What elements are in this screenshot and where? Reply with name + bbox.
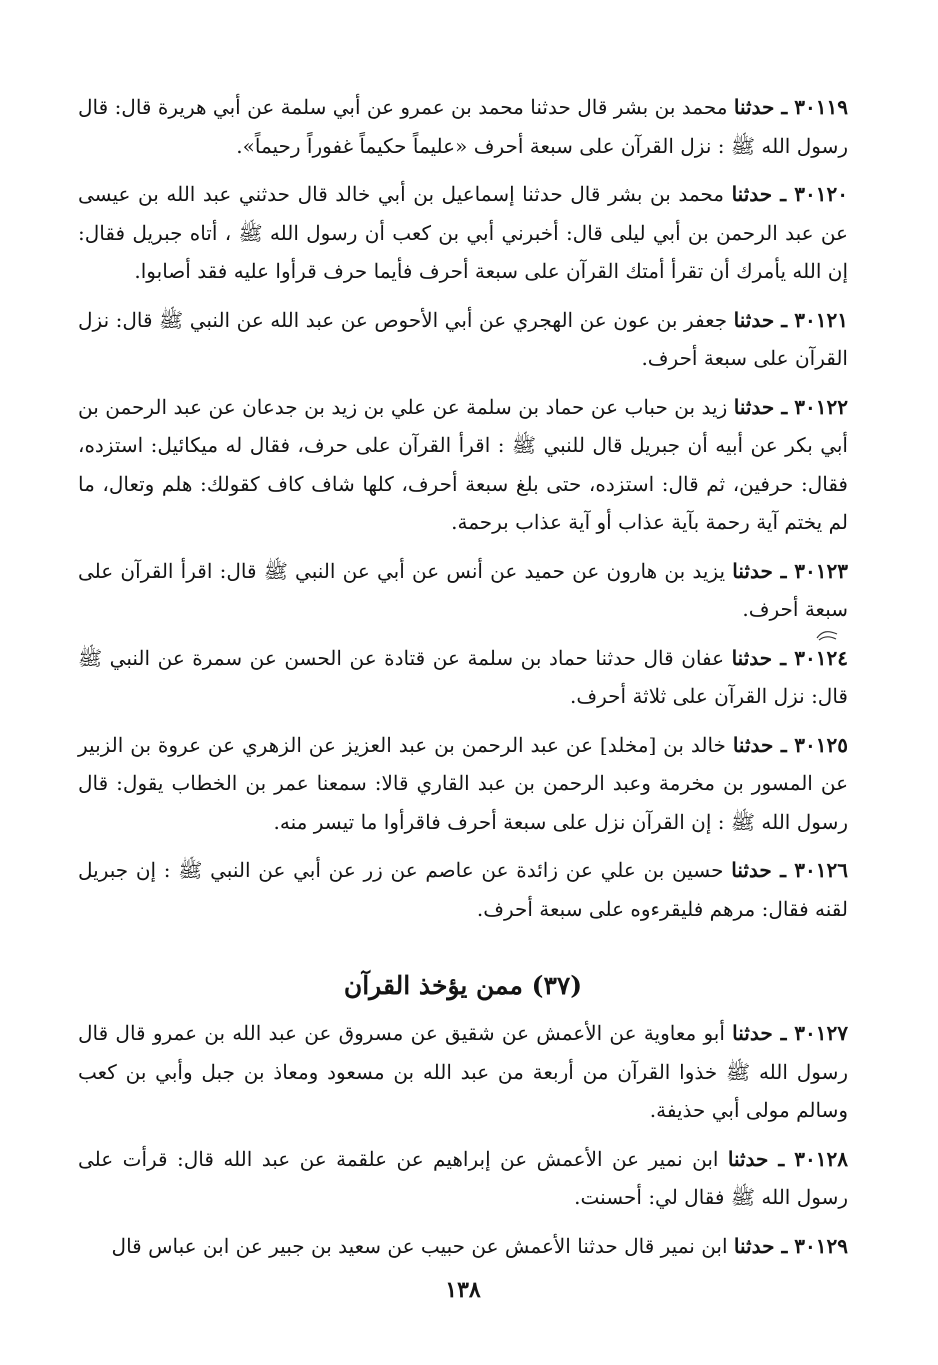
hadith-30120: [78, 175, 848, 291]
hadith-30126: [78, 851, 848, 928]
hadith-number: ٣٠١١٩: [794, 95, 848, 119]
hadith-lead-word: حدثنا: [731, 645, 773, 670]
hadith-number: ٣٠١٢١: [794, 307, 848, 332]
hadith-number: ٣٠١٢٦: [794, 858, 848, 882]
hadith-lead-word: حدثنا: [733, 307, 775, 332]
hadith-text: محمد بن بشر قال حدثنا إسماعيل بن أبي خالد قال حدثني عبد الله بن عيسى عن عبد الرحمن بن أبي ليلى قال: أخبرني أبي بن كعب أن رسول الله ﷺ ، أتاه جبريل فقال: إن الله يأمرك أن تقرأ أمتك القرآن على سبعة أحرف فأيما حرف قرأوا عليه فقد أصابوا.: [78, 182, 848, 283]
hadith-number: ٣٠١٢٧: [794, 1021, 848, 1045]
hadith-separator: ـ: [774, 1233, 795, 1258]
book-page: [78, 88, 848, 1305]
hadith-lead-word: حدثنا: [732, 558, 773, 583]
hadith-number: ٣٠١٢٤: [794, 645, 848, 670]
hadith-number: ٣٠١٢٣: [794, 558, 848, 583]
hadith-lead-word: حدثنا: [732, 1021, 773, 1045]
hadith-text: أبو معاوية عن الأعمش عن شقيق عن مسروق عن عبد الله بن عمرو قال قال رسول الله ﷺ خذوا القرآن من أربعة من عبد الله بن مسعود ومعاذ بن جبل وأبي بن كعب وسالم مولى أبي حذيفة.: [78, 1021, 848, 1122]
hadith-separator: ـ: [771, 858, 795, 882]
hadith-lead-word: حدثنا: [733, 1233, 775, 1258]
hadith-30129: [78, 1227, 848, 1266]
hadith-number: ٣٠١٢٨: [794, 1146, 848, 1171]
hadith-separator: ـ: [774, 307, 795, 332]
hadith-lead-word: حدثنا: [731, 182, 773, 206]
hadith-lead-word: حدثنا: [727, 1146, 769, 1171]
hadith-separator: ـ: [772, 645, 795, 670]
hadith-number: ٣٠١٢٩: [794, 1233, 848, 1258]
chapter-heading: (٣٧) ممن يؤخذ القرآن: [343, 971, 583, 1000]
hadith-text: حسين بن علي عن زائدة عن عاصم عن زر عن أبي عن النبي ﷺ : إن جبريل لقنه فقال: مرهم فليقرءوه على سبعة أحرف.: [78, 858, 848, 921]
hadith-separator: ـ: [774, 394, 795, 419]
hadith-number: ٣٠١٢٠: [794, 182, 848, 206]
hadith-30123: [78, 552, 848, 629]
hadith-separator: ـ: [772, 182, 795, 206]
hadith-30124: [78, 639, 848, 716]
hadith-number: ٣٠١٢٢: [794, 394, 848, 419]
hadith-text: جعفر بن عون عن الهجري عن أبي الأحوص عن عبد الله عن النبي ﷺ قال: نزل القرآن على سبعة أحرف.: [78, 307, 848, 370]
hadith-text: ابن نمير عن الأعمش عن إبراهيم عن علقمة عن عبد الله قال: قرأت على رسول الله ﷺ فقال لي: أحسنت.: [78, 1146, 848, 1209]
hadith-lead-word: حدثنا: [733, 95, 775, 119]
hadith-lead-word: حدثنا: [732, 732, 774, 757]
hadith-lead-word: حدثنا: [733, 394, 775, 419]
handwritten-mark-icon: [816, 628, 838, 642]
hadith-text: يزيد بن هارون عن حميد عن أنس عن أبي عن النبي ﷺ قال: اقرأ القرآن على سبعة أحرف.: [78, 558, 848, 621]
hadith-30119: [78, 88, 848, 165]
hadith-30128: [78, 1140, 848, 1217]
hadith-separator: ـ: [772, 1021, 795, 1045]
hadith-separator: ـ: [772, 558, 795, 583]
hadith-text: خالد بن [مخلد] عن عبد الرحمن بن عبد العزيز عن الزهري عن عروة بن الزبير عن المسور بن مخرمة وعبد الرحمن بن عبد القاري قالا: سمعنا عمر بن الخطاب يقول: قال رسول الله ﷺ : إن القرآن نزل على سبعة أحرف فاقرأوا ما تيسر منه.: [78, 732, 848, 834]
hadith-separator: ـ: [773, 732, 795, 757]
hadith-separator: ـ: [768, 1146, 795, 1171]
hadith-text: محمد بن بشر قال حدثنا محمد بن عمرو عن أبي سلمة عن أبي هريرة قال: قال رسول الله ﷺ : نزل القرآن على سبعة أحرف «عليماً حكيماً غفوراً رحيماً».: [78, 95, 848, 158]
hadith-text: زيد بن حباب عن حماد بن سلمة عن علي بن زيد بن جدعان عن عبد الرحمن بن أبي بكر عن أبيه أن جبريل قال للنبي ﷺ : اقرأ القرآن على حرف، فقال له ميكائيل: استزده، فقال: حرفين، ثم قال: استزده، حتى بلغ سبعة أحرف، كلها شاف كاف كقولك: هلم وتعال، ما لم يختم آية رحمة بآية عذاب أو آية عذاب برحمة.: [78, 394, 848, 534]
hadith-number: ٣٠١٢٥: [794, 732, 848, 757]
hadith-lead-word: حدثنا: [731, 858, 772, 882]
hadith-separator: ـ: [774, 95, 795, 119]
hadith-text: عفان قال حدثنا حماد بن سلمة عن قتادة عن الحسن عن سمرة عن النبي ﷺ قال: نزل القرآن على ثلاثة أحرف.: [78, 645, 848, 708]
hadith-30125: [78, 726, 848, 842]
hadith-30122: [78, 388, 848, 542]
page-number: ١٣٨: [445, 1277, 481, 1303]
hadith-30127: [78, 1014, 848, 1130]
hadith-text: ابن نمير قال حدثنا الأعمش عن حبيب عن سعيد بن جبير عن ابن عباس قال: [111, 1233, 734, 1258]
hadith-30121: [78, 301, 848, 378]
